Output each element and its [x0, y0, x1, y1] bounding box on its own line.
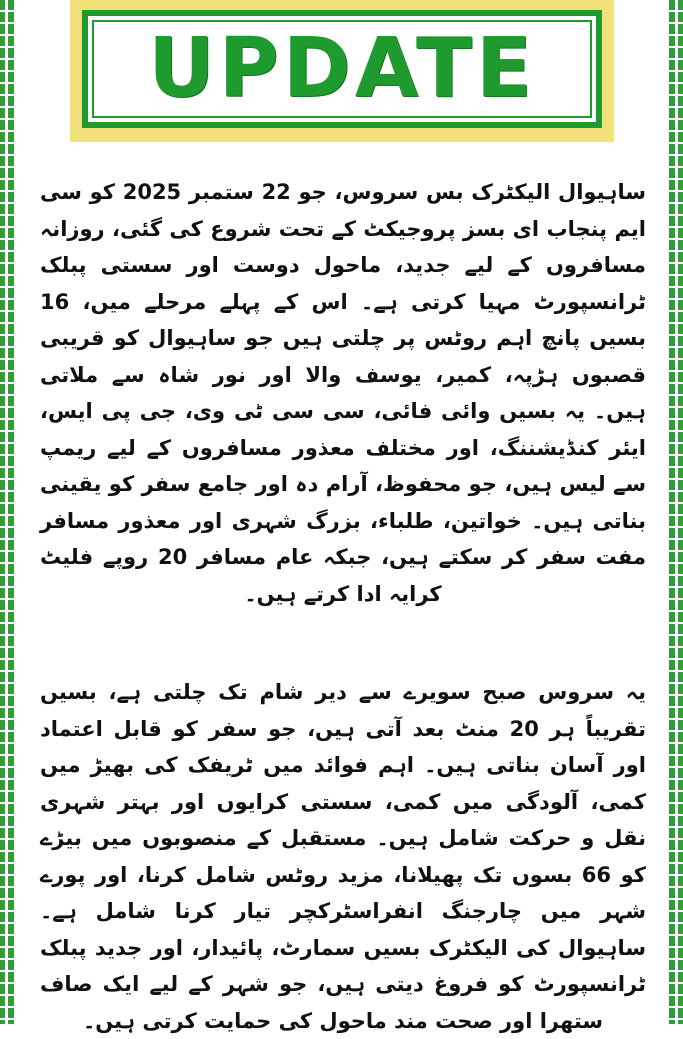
update-stamp-text: UPDATE — [148, 21, 536, 116]
article-paragraph-2: یہ سروس صبح سویرے سے دیر شام تک چلتی ہے، بسیں تقریباً ہر 20 منٹ بعد آتی ہیں، جو سفر کو قابل اعتماد اور آسان بناتی ہیں۔ اہم فوائد میں ٹریفک کی بھیڑ میں کمی، آلودگی میں کمی، سستی کرایوں اور بہتر شہری نقل و حرکت شامل ہیں۔ مستقبل کے منصوبوں میں بیڑے کو 66 بسوں تک پھیلانا، مزید روٹس شامل کرنا، اور پورے شہر میں چارجنگ انفراسٹرکچر تیار کرنا شامل ہے۔ ساہیوال کی الیکٹرک بسیں سمارٹ، پائیدار، اور جدید پبلک ٹرانسپورٹ کو فروغ دیتی ہیں، جو شہر کے لیے ایک صاف ستھرا اور صحت مند ماحول کی حمایت کرتی ہیں۔ — [40, 680, 646, 1033]
right-dashed-border — [669, 0, 683, 1024]
article-paragraph-1: ساہیوال الیکٹرک بس سروس، جو 22 ستمبر 2025 کو سی ایم پنجاب ای بسز پروجیکٹ کے تحت شروع کی گئی، روزانہ مسافروں کے لیے جدید، ماحول دوست اور سستی پبلک ٹرانسپورٹ مہیا کرتی ہے۔ اس کے پہلے مرحلے میں، 16 بسیں پانچ اہم روٹس پر چلتی ہیں جو ساہیوال کو قریبی قصبوں ہڑپہ، کمیر، یوسف والا اور نور شاہ سے ملاتی ہیں۔ یہ بسیں وائی فائی، سی سی ٹی وی، جی پی ایس، ایئر کنڈیشننگ، اور مختلف معذور مسافروں کے لیے ریمپ سے لیس ہیں، جو محفوظ، آرام دہ اور جامع سفر کو یقینی بناتی ہیں۔ خواتین، طلباء، بزرگ شہری اور معذور مسافر مفت سفر کر سکتے ہیں، جبکہ عام مسافر 20 روپے فلیٹ کرایہ ادا کرتے ہیں۔ — [40, 180, 647, 606]
update-banner — [70, 0, 614, 142]
update-stamp — [82, 10, 602, 128]
left-dashed-border — [0, 0, 14, 1024]
